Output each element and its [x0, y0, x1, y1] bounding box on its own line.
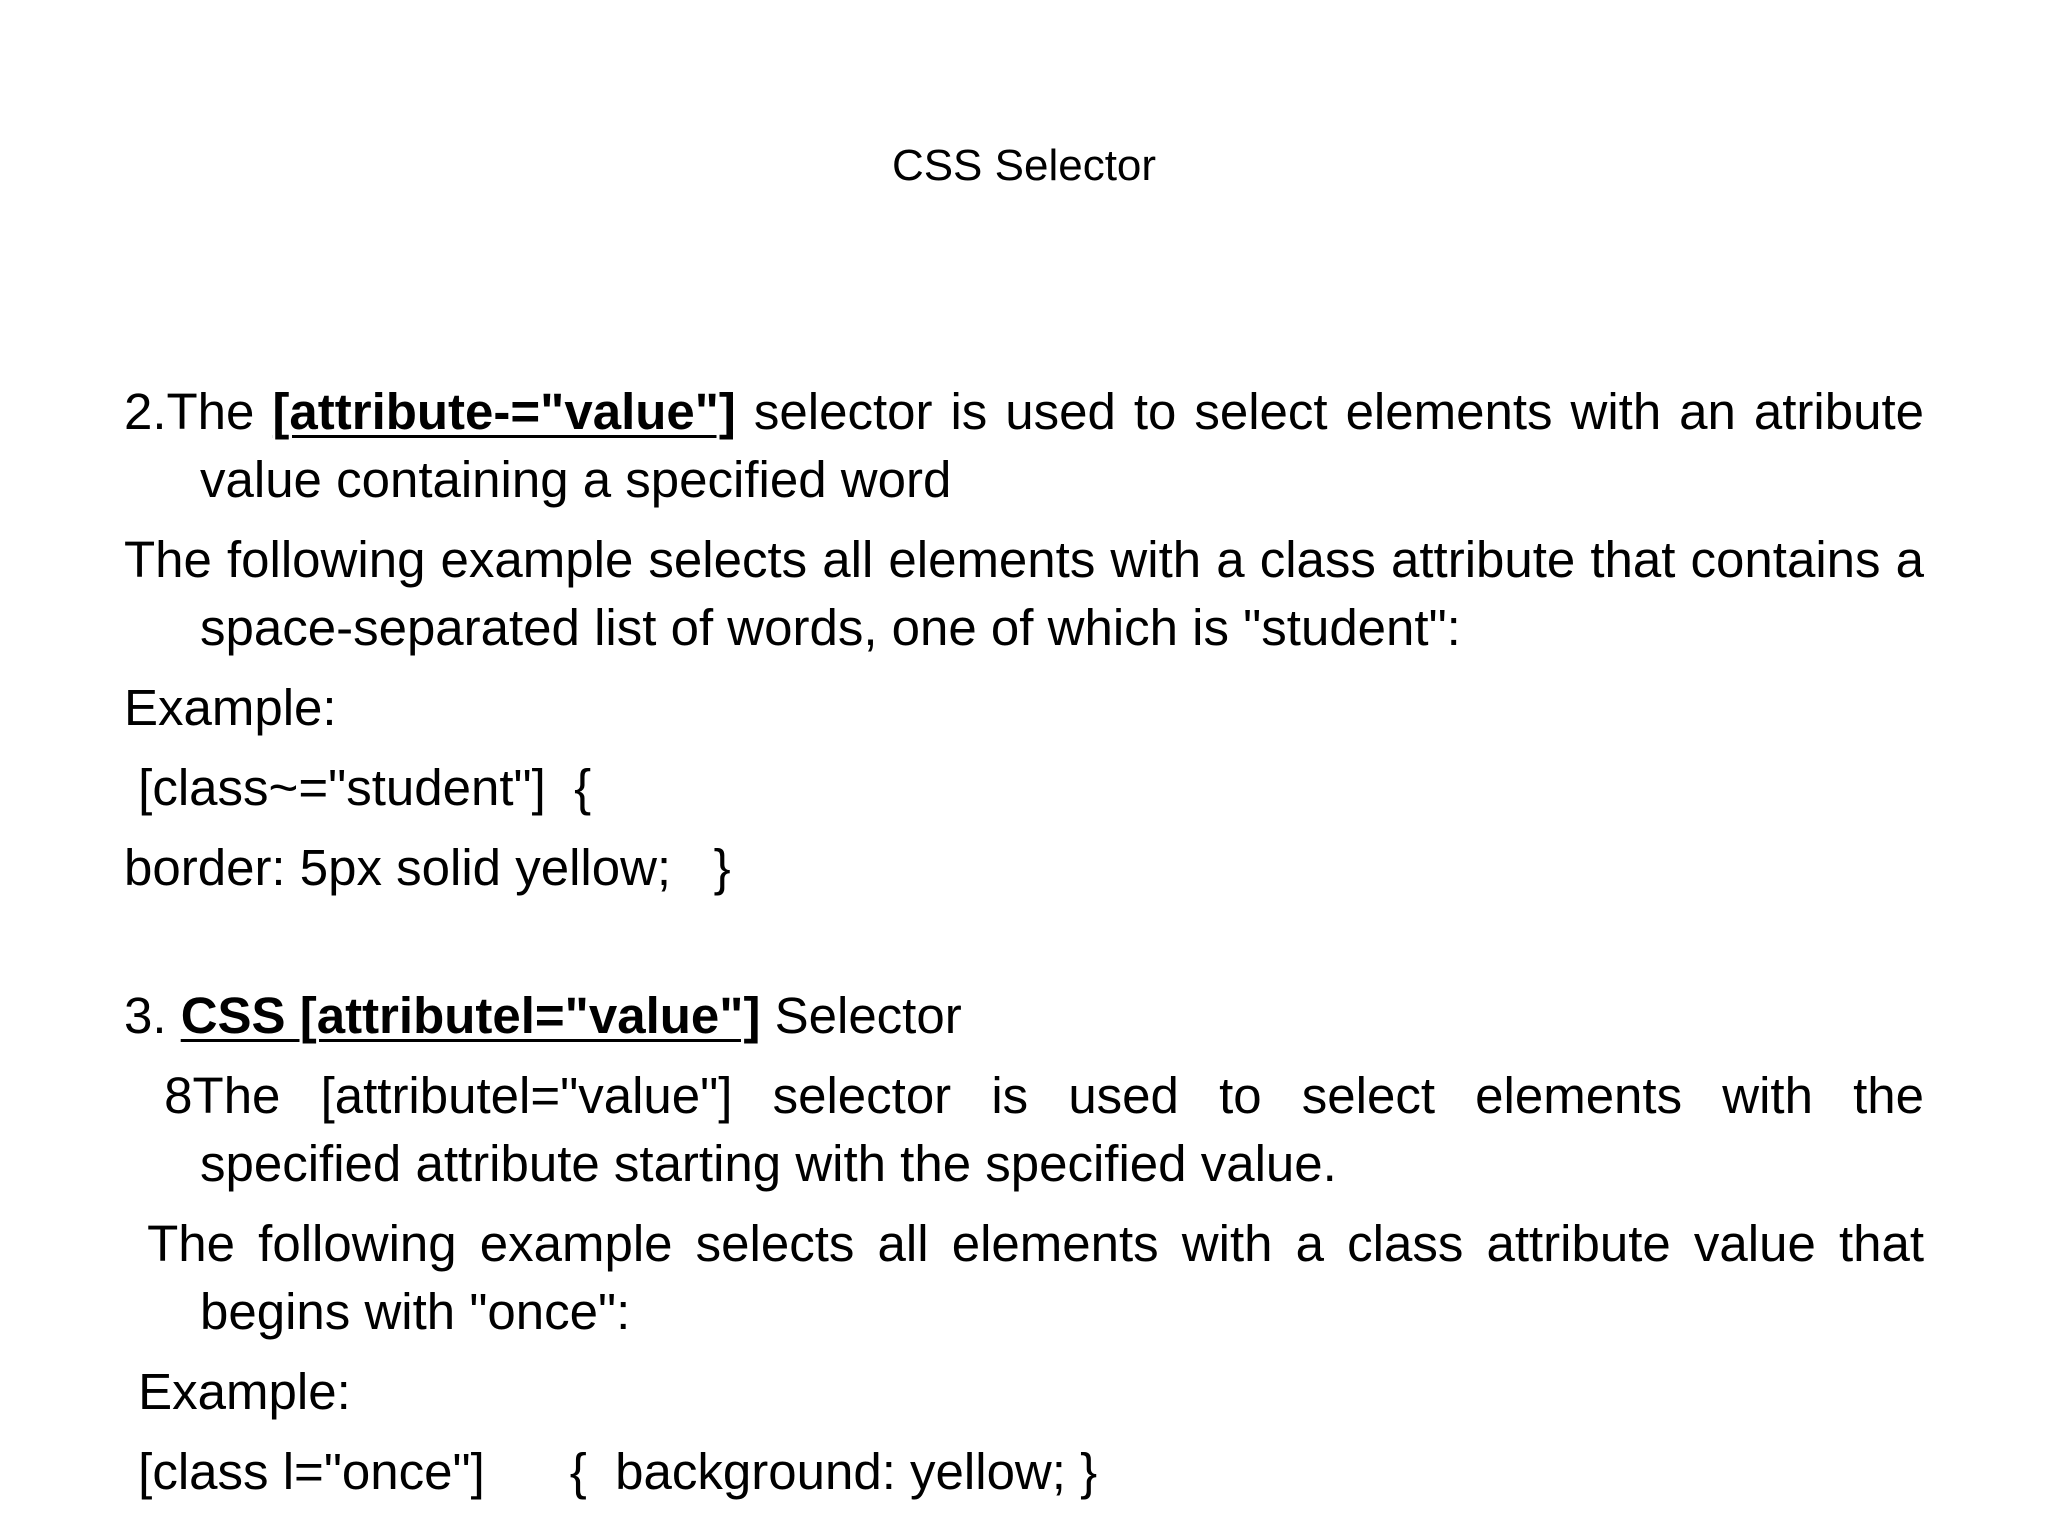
section2-example-label: Example: — [124, 679, 337, 736]
section3-example-label: Example: — [124, 1363, 351, 1420]
section2-code-line2: border: 5px solid yellow; } — [124, 839, 731, 896]
section2-description: selector is used to select elements with an atribute value containing a specified word — [200, 383, 1924, 508]
section3-heading-suffix: Selector — [760, 987, 962, 1044]
section2-example-intro: The following example selects all elements with a class attribute that contains a space-separated list of words, one of which is "student": — [124, 531, 1924, 656]
section2-prefix: 2.The — [124, 383, 273, 440]
section2-code-line1: [class~="student"] { — [124, 759, 592, 816]
section3-example-intro: The following example selects all elements with a class attribute value that begins with "once": — [124, 1215, 1939, 1340]
section3-code-line1: [class l="once"] { background: yellow; } — [124, 1443, 1098, 1500]
section2-keyword: [attribute-="value"] — [272, 383, 736, 440]
slide-body — [124, 378, 1939, 1518]
section3-prefix: 3. — [124, 987, 181, 1044]
section2-definition — [124, 378, 1924, 514]
spacer — [124, 914, 1924, 982]
section3-keyword: CSS [attributel="value"] — [180, 987, 761, 1044]
slide-title: CSS Selector — [891, 141, 1157, 190]
section3-heading — [124, 982, 1924, 1050]
section3-description: 8The [attributel="value"] selector is used to select elements with the specified attribute starting with the specified value. — [124, 1067, 1939, 1192]
